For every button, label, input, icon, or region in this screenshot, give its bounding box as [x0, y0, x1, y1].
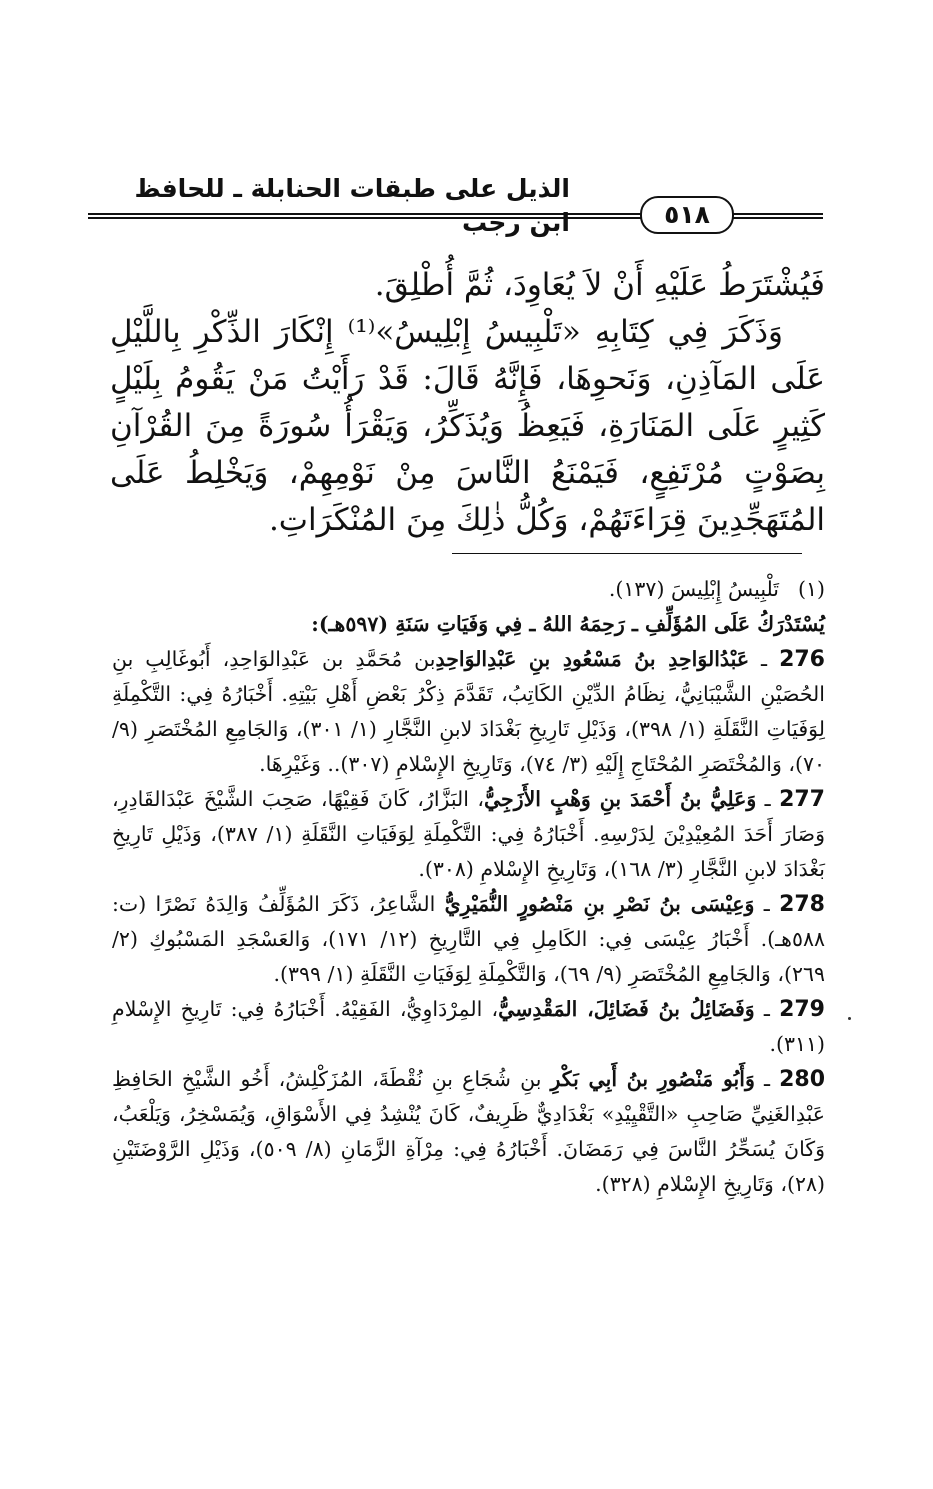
entry-number: 276: [779, 647, 825, 672]
entry-text: بنِ شُجَاعِ بنِ نُقْطَةَ، المُزَكْلِشُ، أَخُو الشَّيْخِ الحَافِظِ عَبْدِالغَنِيِّ صَاحِبِ «التَّقْيِيْدِ» بَغْدَادِيٌّ ظَرِيفٌ، كَانَ يُنْشِدُ فِي الأَسْوَاقِ، وَيُمَسْخِرُ، وَيَلْعَبُ، وَكَانَ يُسَحِّرُ النَّاسَ فِي رَمَضَانَ. أَخْبَارُهُ فِي: مِرْآةِ الزَّمَانِ (٨/ ٥٠٩)، وَذَيْلِ الرَّوْضَتَيْنِ (٢٨)، وَتَارِيخِ الإِسْلامِ (٣٢٨).: [112, 1067, 825, 1196]
entry-277: 277 ـ وَعَلِيُّ بنُ أَحْمَدَ بنِ وَهْبٍ الأَزَجِيُّ، البَزَّارُ، كَانَ فَقِيْهًا، صَحِبَ الشَّيْخَ عَبْدَالقَادِرِ، وَصَارَ أَحَدَ المُعِيْدِيْنَ لِدَرْسِهِ. أَخْبَارُهُ فِي: التَّكْمِلَةِ لِوَفَيَاتِ النَّقَلَةِ (١/ ٣٨٧)، وَذَيْلِ تَارِيخِ بَغْدَادَ لابنِ النَّجَّارِ (٣/ ١٦٨)، وَتَارِيخِ الإِسْلامِ (٣٠٨).: [112, 787, 825, 881]
entry-text: ، المِرْدَاوِيُّ، الفَقِيْهُ. أَخْبَارُهُ فِي: تَارِيخِ الإِسْلامِ (٣١١).: [112, 997, 825, 1056]
main-text: [110, 262, 825, 544]
entry-280: 280 ـ وَأَبُو مَنْصُورِ بنُ أَبِي بَكْرِ بنِ شُجَاعِ بنِ نُقْطَةَ، المُزَكْلِشُ، أَخُو الشَّيْخِ الحَافِظِ عَبْدِالغَنِيِّ صَاحِبِ «التَّقْيِيْدِ» بَغْدَادِيٌّ ظَرِيفٌ، كَانَ يُنْشِدُ فِي الأَسْوَاقِ، وَيُمَسْخِرُ، وَيَلْعَبُ، وَكَانَ يُسَحِّرُ النَّاسَ فِي رَمَضَانَ. أَخْبَارُهُ فِي: مِرْآةِ الزَّمَانِ (٨/ ٥٠٩)، وَذَيْلِ الرَّوْضَتَيْنِ (٢٨)، وَتَارِيخِ الإِسْلامِ (٣٢٨).: [112, 1067, 826, 1196]
scan-speck: [848, 1017, 851, 1020]
footnote-1: [112, 572, 825, 607]
entry-name: وَعَلِيُّ بنُ أَحْمَدَ بنِ وَهْبٍ الأَزَجِيُّ: [483, 787, 757, 811]
entry-name: عَبْدُالوَاحِدِ بنُ مَسْعُودِ بنِ عَبْدِالوَاحِدِ: [435, 647, 750, 671]
entry-text: الشَّاعِرُ، ذَكَرَ المُؤَلِّفُ وَالِدَهُ نَصْرًا (ت: ٥٨٨هـ). أَخْبَارُ عِيْسَى فِي: الكَامِلِ فِي التَّارِيخِ (١٢/ ١٧١)، وَالعَسْجَدِ المَسْبُوكِ (٢/ ٢٦٩)، وَالجَامِعِ المُخْتَصَرِ (٩/ ٦٩)، وَالتَّكْمِلَةِ لِوَفَيَاتِ النَّقَلَةِ (١/ ٣٩٩).: [112, 892, 825, 986]
entry-279: 279 ـ وَفَضَائِلُ بنُ فَضَائِلَ، المَقْدِسِيُّ، المِرْدَاوِيُّ، الفَقِيْهُ. أَخْبَارُهُ فِي: تَارِيخِ الإِسْلامِ (٣١١).: [112, 997, 825, 1056]
entry-name: وَأَبُو مَنْصُورِ بنُ أَبِي بَكْرِ: [550, 1067, 755, 1091]
entry-name: وَعِيْسَى بنُ نَصْرِ بنِ مَنْصُورٍ النُّمَيْرِيُّ: [444, 892, 755, 916]
footnotes-section: [112, 572, 825, 1202]
entry-276: 276 ـ عَبْدُالوَاحِدِ بنُ مَسْعُودِ بنِ عَبْدِالوَاحِدِبن مُحَمَّدِ بن عَبْدِالوَاحِدِ، أَبُوغَالِبِ بنِ الحُصَيْنِ الشَّيْبَانِيُّ، نِظَامُ الدِّيْنِ الكَاتِبُ، تَقَدَّمَ ذِكْرُ بَعْضِ أَهْلِ بَيْتِهِ. أَخْبَارُهُ فِي: التَّكْمِلَةِ لِوَفَيَاتِ النَّقَلَةِ (١/ ٣٩٨)، وَذَيْلِ تَارِيخِ بَغْدَادَ لابنِ النَّجَّارِ (١/ ٣٠١)، وَالجَامِعِ المُخْتَصَرِ (٩/ ٧٠)، وَالمُخْتَصَرِ المُحْتَاجِ إِلَيْهِ (٣/ ٧٤)، وَتَارِيخِ الإِسْلامِ (٣٠٧).. وَغَيْرِهَا.: [112, 647, 825, 776]
entry-number: 277: [779, 787, 825, 812]
addendum-title: يُسْتَدْرَكُ عَلَى المُؤَلِّفِ ـ رَحِمَهُ اللهُ ـ فِي وَفَيَاتِ سَنَةِ (٥٩٧هـ):: [311, 612, 825, 636]
entry-text: ، البَزَّارُ، كَانَ فَقِيْهًا، صَحِبَ الشَّيْخَ عَبْدَالقَادِرِ، وَصَارَ أَحَدَ المُعِيْدِيْنَ لِدَرْسِهِ. أَخْبَارُهُ فِي: التَّكْمِلَةِ لِوَفَيَاتِ النَّقَلَةِ (١/ ٣٨٧)، وَذَيْلِ تَارِيخِ بَغْدَادَ لابنِ النَّجَّارِ (٣/ ١٦٨)، وَتَارِيخِ الإِسْلامِ (٣٠٨).: [112, 787, 825, 881]
footnote-separator: [452, 553, 802, 554]
entry-text: بن مُحَمَّدِ بن عَبْدِالوَاحِدِ، أَبُوغَالِبِ بنِ الحُصَيْنِ الشَّيْبَانِيُّ، نِظَامُ الدِّيْنِ الكَاتِبُ، تَقَدَّمَ ذِكْرُ بَعْضِ أَهْلِ بَيْتِهِ. أَخْبَارُهُ فِي: التَّكْمِلَةِ لِوَفَيَاتِ النَّقَلَةِ (١/ ٣٩٨)، وَذَيْلِ تَارِيخِ بَغْدَادَ لابنِ النَّجَّارِ (١/ ٣٠١)، وَالجَامِعِ المُخْتَصَرِ (٩/ ٧٠)، وَالمُخْتَصَرِ المُحْتَاجِ إِلَيْهِ (٣/ ٧٤)، وَتَارِيخِ الإِسْلامِ (٣٠٧).. وَغَيْرِهَا.: [112, 647, 825, 776]
main-paragraph-2: وَذَكَرَ فِي كِتَابِهِ «تَلْبِيسُ إِبْلِيسُ»⁽¹⁾ إِنْكَارَ الذِّكْرِ بِاللَّيْلِ عَلَى المَآذِنِ، وَنَحوِهَا، فَإِنَّهُ قَالَ: قَدْ رَأَيْتُ مَنْ يَقُومُ بِلَيْلٍ كَثِيرٍ عَلَى المَنَارَةِ، فَيَعِظُ وَيُذَكِّرُ، وَيَقْرَأُ سُورَةً مِنَ القُرْآنِ بِصَوْتٍ مُرْتَفِعٍ، فَيَمْنَعُ النَّاسَ مِنْ نَوْمِهِمْ، وَيَخْلِطُ عَلَى المُتَهَجِّدِينَ قِرَاءَتَهُمْ، وَكُلُّ ذٰلِكَ مِنَ المُنْكَرَاتِ.: [110, 314, 825, 538]
entry-number: 279: [779, 997, 825, 1022]
entry-number: 280: [779, 1067, 826, 1092]
entry-278: 278 ـ وَعِيْسَى بنُ نَصْرِ بنِ مَنْصُورٍ النُّمَيْرِيُّ الشَّاعِرُ، ذَكَرَ المُؤَلِّفُ وَالِدَهُ نَصْرًا (ت: ٥٨٨هـ). أَخْبَارُ عِيْسَى فِي: الكَامِلِ فِي التَّارِيخِ (١٢/ ١٧١)، وَالعَسْجَدِ المَسْبُوكِ (٢/ ٢٦٩)، وَالجَامِعِ المُخْتَصَرِ (٩/ ٦٩)، وَالتَّكْمِلَةِ لِوَفَيَاتِ النَّقَلَةِ (١/ ٣٩٩).: [112, 892, 825, 986]
entry-name: وَفَضَائِلُ بنُ فَضَائِلَ، المَقْدِسِيُّ: [498, 997, 755, 1021]
main-paragraph-1: فَيُشْتَرَطُ عَلَيْهِ أَنْ لاَ يُعَاوِدَ، ثُمَّ أُطْلِقَ.: [374, 267, 825, 303]
running-header-title: الذيل على طبقات الحنابلة ـ للحافظ ابن رجب: [134, 174, 570, 237]
entry-number: 278: [779, 892, 825, 917]
footnote-text: تَلْبِيسُ إِبْلِيسَ (١٣٧).: [608, 577, 779, 601]
page-number: ٥١٨: [640, 196, 734, 234]
footnote-number: (١): [797, 577, 825, 601]
